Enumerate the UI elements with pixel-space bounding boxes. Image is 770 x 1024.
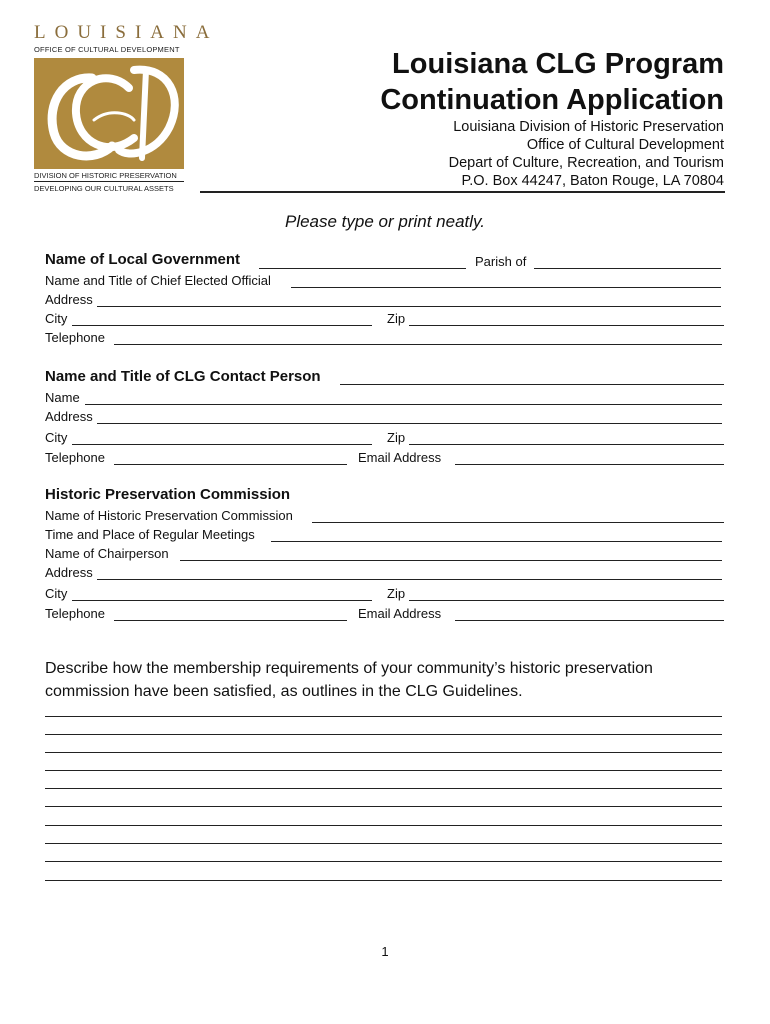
title-divider bbox=[200, 191, 725, 193]
local-government-field[interactable] bbox=[259, 268, 466, 269]
contact-city-field[interactable] bbox=[72, 444, 372, 445]
commission-name-field[interactable] bbox=[312, 522, 724, 523]
commission-email-field[interactable] bbox=[455, 620, 724, 621]
official-field[interactable] bbox=[291, 287, 721, 288]
chairperson-field[interactable] bbox=[180, 560, 722, 561]
contact-name-label: Name bbox=[45, 390, 80, 405]
address-line-1: Louisiana Division of Historic Preservation bbox=[453, 119, 724, 135]
telephone-label: Telephone bbox=[45, 330, 105, 345]
contact-zip-field[interactable] bbox=[409, 444, 724, 445]
logo-tagline: DEVELOPING OUR CULTURAL ASSETS bbox=[34, 184, 174, 193]
answer-line[interactable] bbox=[45, 825, 722, 826]
answer-line[interactable] bbox=[45, 880, 722, 881]
commission-city-label: City bbox=[45, 586, 68, 601]
contact-name-field[interactable] bbox=[85, 404, 722, 405]
commission-address-label: Address bbox=[45, 565, 93, 580]
address-line-4: P.O. Box 44247, Baton Rouge, LA 70804 bbox=[461, 173, 724, 189]
address-line-3: Depart of Culture, Recreation, and Tourism bbox=[448, 155, 724, 171]
answer-line[interactable] bbox=[45, 716, 722, 717]
local-government-heading: Name of Local Government bbox=[45, 251, 241, 268]
commission-zip-field[interactable] bbox=[409, 600, 724, 601]
commission-name-label: Name of Historic Preservation Commission bbox=[45, 508, 293, 523]
commission-email-label: Email Address bbox=[358, 606, 442, 621]
contact-email-label: Email Address bbox=[358, 450, 442, 465]
answer-line[interactable] bbox=[45, 770, 722, 771]
chairperson-label: Name of Chairperson bbox=[45, 546, 169, 561]
commission-telephone-field[interactable] bbox=[114, 620, 347, 621]
page-number: 1 bbox=[381, 944, 389, 959]
contact-city-label: City bbox=[45, 430, 68, 445]
instructions-note: Please type or print neatly. bbox=[284, 212, 485, 231]
logo-division-text: DIVISION OF HISTORIC PRESERVATION bbox=[34, 171, 177, 180]
city-field[interactable] bbox=[72, 325, 372, 326]
contact-zip-label: Zip bbox=[387, 430, 406, 445]
official-label: Name and Title of Chief Elected Official bbox=[45, 273, 271, 288]
page-title-line-1: Louisiana CLG Program bbox=[392, 48, 724, 80]
telephone-field[interactable] bbox=[114, 344, 722, 345]
commission-address-field[interactable] bbox=[97, 579, 722, 580]
describe-question-line-2: commission have been satisfied, as outlines in the CLG Guidelines. bbox=[45, 683, 523, 700]
commission-heading: Historic Preservation Commission bbox=[45, 486, 291, 503]
answer-line[interactable] bbox=[45, 861, 722, 862]
parish-field[interactable] bbox=[534, 268, 721, 269]
ocd-logo bbox=[34, 58, 184, 169]
answer-line[interactable] bbox=[45, 788, 722, 789]
logo-office-text: OFFICE OF CULTURAL DEVELOPMENT bbox=[34, 45, 180, 54]
zip-label: Zip bbox=[387, 311, 406, 326]
address-field[interactable] bbox=[97, 306, 721, 307]
contact-address-label: Address bbox=[45, 409, 93, 424]
parish-label: Parish of bbox=[475, 254, 527, 269]
commission-telephone-label: Telephone bbox=[45, 606, 105, 621]
meetings-field[interactable] bbox=[271, 541, 722, 542]
city-label: City bbox=[45, 311, 68, 326]
answer-line[interactable] bbox=[45, 734, 722, 735]
zip-field[interactable] bbox=[409, 325, 724, 326]
contact-telephone-field[interactable] bbox=[114, 464, 347, 465]
contact-address-field[interactable] bbox=[97, 423, 722, 424]
contact-telephone-label: Telephone bbox=[45, 450, 105, 465]
answer-line[interactable] bbox=[45, 806, 722, 807]
answer-line[interactable] bbox=[45, 752, 722, 753]
meetings-label: Time and Place of Regular Meetings bbox=[45, 527, 255, 542]
commission-zip-label: Zip bbox=[387, 586, 406, 601]
contact-person-heading: Name and Title of CLG Contact Person bbox=[45, 368, 321, 385]
logo-wordmark: LOUISIANA bbox=[34, 22, 219, 43]
page-title-line-2: Continuation Application bbox=[380, 84, 724, 116]
commission-city-field[interactable] bbox=[72, 600, 372, 601]
logo-header bbox=[34, 22, 219, 54]
contact-person-field[interactable] bbox=[340, 384, 724, 385]
contact-email-field[interactable] bbox=[455, 464, 724, 465]
describe-question-line-1: Describe how the membership requirements of your community’s historic preservation bbox=[45, 660, 653, 677]
address-line-2: Office of Cultural Development bbox=[526, 137, 724, 153]
address-label: Address bbox=[45, 292, 93, 307]
logo-divider bbox=[34, 181, 184, 182]
ocd-monogram-icon bbox=[34, 58, 184, 169]
answer-line[interactable] bbox=[45, 843, 722, 844]
